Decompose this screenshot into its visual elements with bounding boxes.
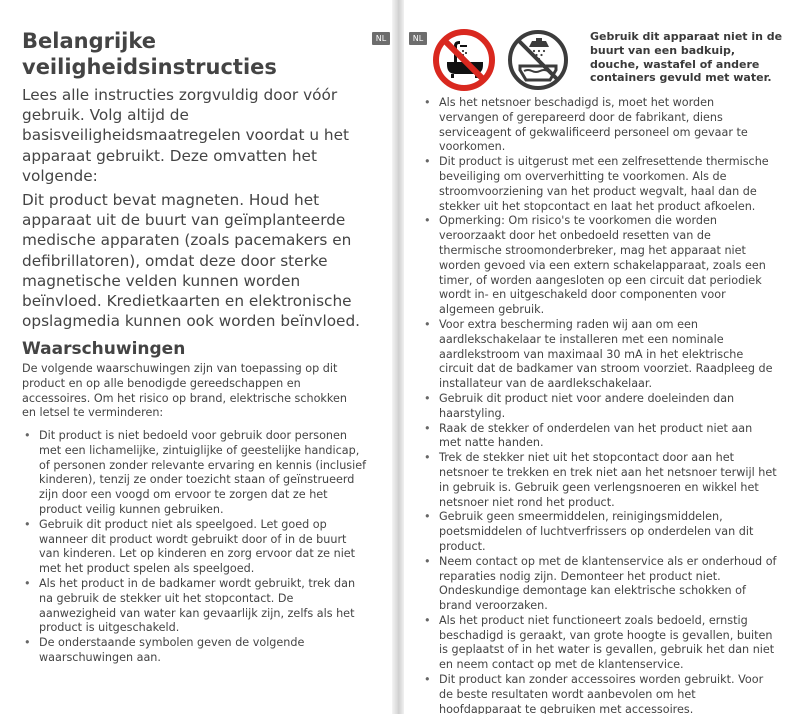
list-item: • Als het netsnoer beschadigd is, moet het worden vervangen of gerepareerd door de fabrikant, diens serviceagent of gekwalificeerd personeel om gevaar te voorkomen. bbox=[422, 96, 777, 155]
right-page bbox=[404, 0, 800, 714]
no-bathtub-icon bbox=[432, 28, 496, 92]
list-item: • De onderstaande symbolen geven de volgende waarschuwingen aan. bbox=[22, 636, 367, 666]
warnings-list bbox=[22, 429, 367, 666]
symbol-caption: Gebruik dit apparaat niet in de buurt van een badkuip, douche, wastafel of andere containers gevuld met water. bbox=[590, 30, 783, 85]
list-item: • Dit product is uitgerust met een zelfresettende thermische beveiliging om oververhitting te voorkomen. Als de stroomvoorziening van het product wegvalt, haal dan de stekker uit het stopcontact en laat het product afkoelen. bbox=[422, 155, 777, 214]
page-title: Belangrijke veiligheidsinstructies bbox=[22, 29, 277, 79]
list-item: • Neem contact op met de klantenservice als er onderhoud of reparaties nodig zijn. Demonteer het product niet. Ondeskundige demontage kan elektrische schokken of brand veroorzaken. bbox=[422, 555, 777, 614]
list-item: • Voor extra bescherming raden wij aan om een aardlekschakelaar te installeren met een nominale aardlekstroom van maximaal 30 mA in het elektrische circuit dat de badkamer van stroom voorziet. Raadpleeg de installateur van de aardlekschakelaar. bbox=[422, 318, 777, 392]
left-page bbox=[0, 0, 392, 714]
warnings-intro: De volgende waarschuwingen zijn van toepassing op dit product en op alle benodigde gereedschappen en accessoires. Om het risico op brand, elektrische schokken en letsel te verminderen: bbox=[22, 362, 347, 420]
list-item: • Gebruik dit product niet voor andere doeleinden dan haarstyling. bbox=[422, 392, 777, 422]
intro-paragraph: Lees alle instructies zorgvuldig door vóór gebruik. Volg altijd de basisveiligheidsmaatregelen voordat u het apparaat gebruikt. Deze omvatten het volgende: bbox=[22, 86, 349, 185]
no-shower-basin-icon bbox=[506, 28, 570, 92]
list-item: • Gebruik geen smeermiddelen, reinigingsmiddelen, poetsmiddelen of luchtverfrissers op onderdelen van dit product. bbox=[422, 510, 777, 554]
language-badge: NL bbox=[372, 32, 390, 45]
list-item: • Opmerking: Om risico's te voorkomen die worden veroorzaakt door het onbedoeld resetten van de thermische stroomonderbreker, mag het apparaat niet worden gevoed via een extern schakelapparaat, zoals een timer, of worden aangesloten op een circuit dat periodiek wordt in- en uitgeschakeld door componenten voor algemeen gebruik. bbox=[422, 214, 777, 318]
language-badge: NL bbox=[409, 32, 427, 45]
warnings-heading: Waarschuwingen bbox=[22, 339, 186, 359]
list-item: • Als het product in de badkamer wordt gebruikt, trek dan na gebruik de stekker uit het stopcontact. De aanwezigheid van water kan gevaarlijk zijn, zelfs als het product is uitgeschakeld. bbox=[22, 577, 367, 636]
list-item: • Dit product kan zonder accessoires worden gebruikt. Voor de beste resultaten wordt aanbevolen om het hoofdapparaat te gebruiken met accessoires. bbox=[422, 673, 777, 714]
warnings-list-continued bbox=[422, 96, 777, 714]
list-item: • Dit product is niet bedoeld voor gebruik door personen met een lichamelijke, zintuiglijke of geestelijke handicap, of personen zonder relevante ervaring en kennis (inclusief kinderen), tenzij ze onder toezicht staan of geïnstrueerd zijn door een voogd om ervoor te zorgen dat ze het product veilig kunnen gebruiken. bbox=[22, 429, 367, 518]
list-item: • Raak de stekker of onderdelen van het product niet aan met natte handen. bbox=[422, 422, 777, 452]
list-item: • Als het product niet functioneert zoals bedoeld, ernstig beschadigd is geraakt, van grote hoogte is gevallen, buiten is geplaatst of in het water is gevallen, gebruik het dan niet en neem contact op met de klantenservice. bbox=[422, 614, 777, 673]
list-item: • Trek de stekker niet uit het stopcontact door aan het netsnoer te trekken en trek niet aan het netsnoer terwijl het in gebruik is. Gebruik geen verlengsnoeren en wikkel het netsnoer niet rond het product. bbox=[422, 451, 777, 510]
page-gutter bbox=[392, 0, 404, 714]
magnet-warning-paragraph: Dit product bevat magneten. Houd het apparaat uit de buurt van geïmplanteerde medische apparaten (zoals pacemakers en defibrillatoren), omdat deze door sterke magnetische velden kunnen worden beïnvloed. Kredietkaarten en elektronische opslagmedia kunnen ook worden beïnvloed. bbox=[22, 191, 361, 331]
list-item: • Gebruik dit product niet als speelgoed. Let goed op wanneer dit product wordt gebruikt door of in de buurt van kinderen. Let op kinderen en zorg ervoor dat ze niet met het product spelen als speelgoed. bbox=[22, 518, 367, 577]
